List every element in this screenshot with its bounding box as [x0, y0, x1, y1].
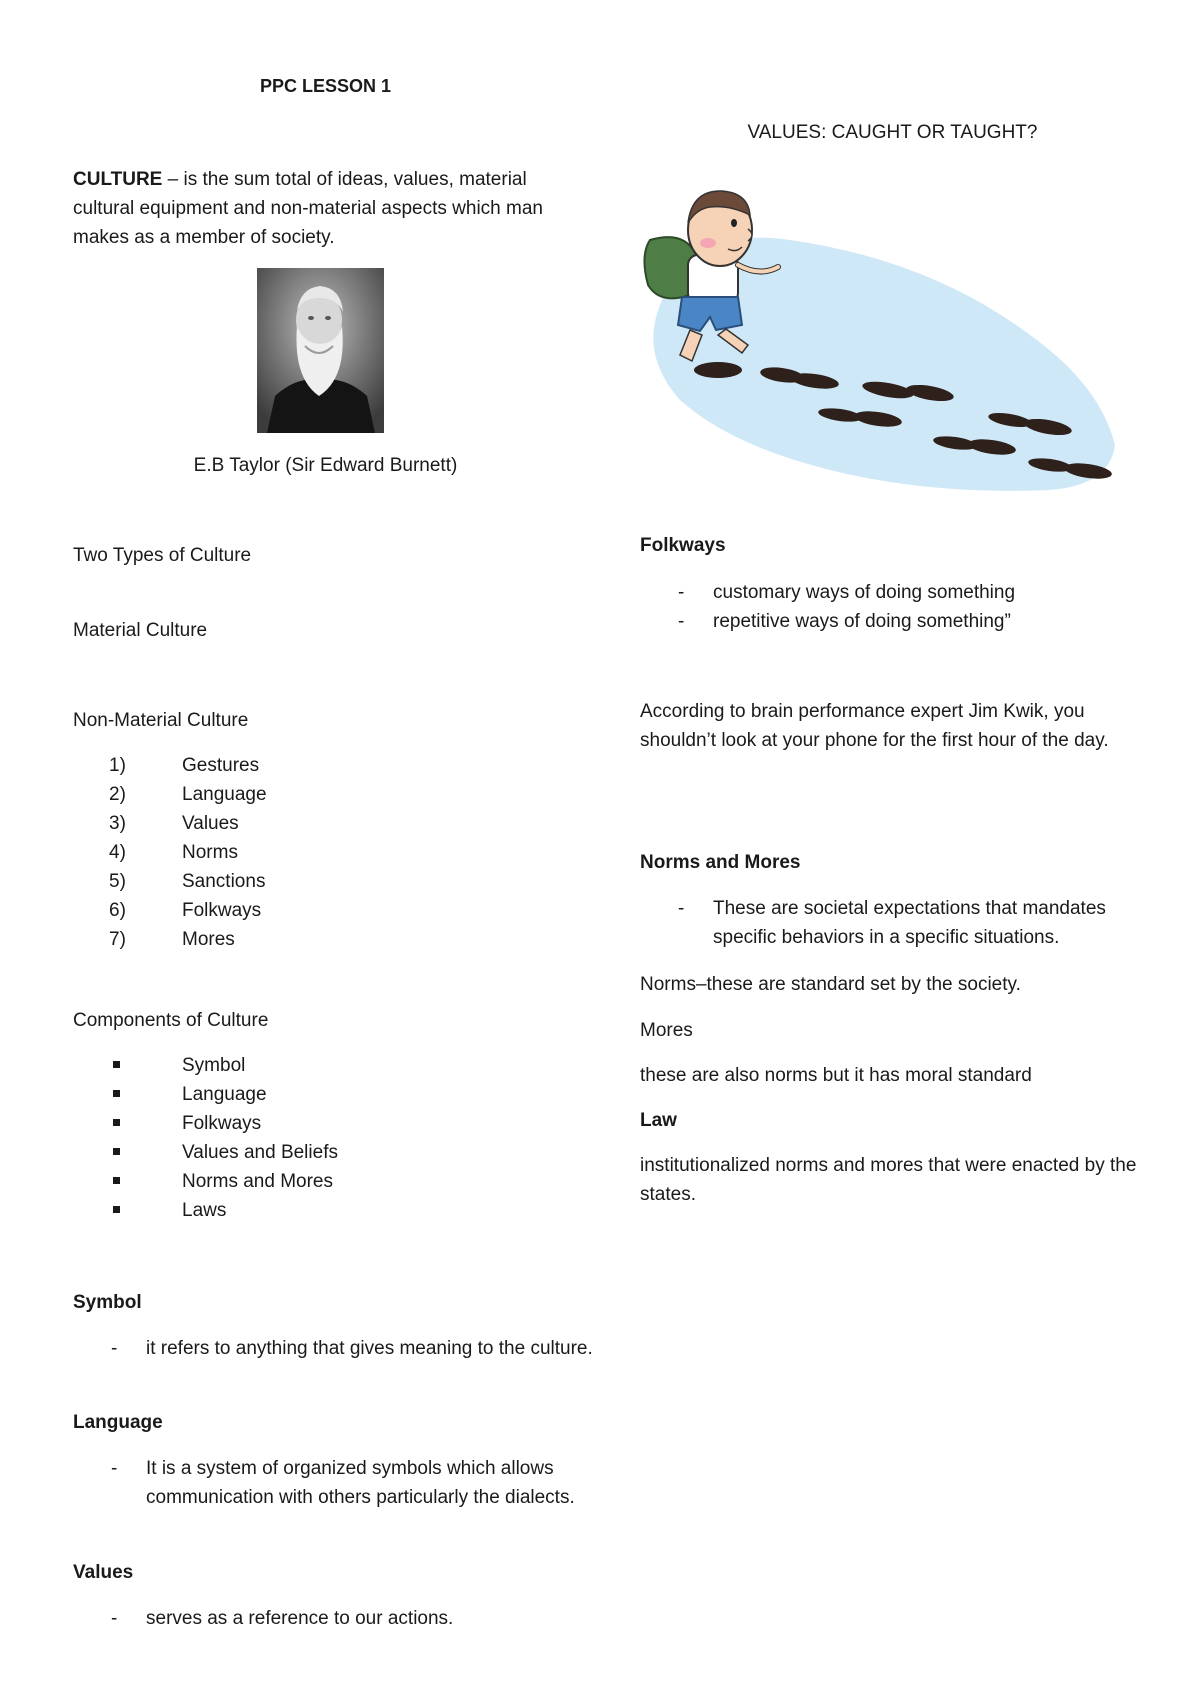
dash-marker: -	[678, 582, 685, 603]
culture-definition	[73, 165, 578, 252]
list-number: 3)	[109, 813, 126, 834]
symbol-definition-text: it refers to anything that gives meaning to the culture.	[146, 1338, 593, 1359]
values-definition	[73, 1604, 593, 1633]
two-types-heading: Two Types of Culture	[73, 545, 252, 566]
list-item-label: Folkways	[182, 900, 262, 921]
kwik-paragraph: According to brain performance expert Jim Kwik, you shouldn’t look at your phone for the first hour of the day.	[640, 701, 1109, 751]
folkways-item-text: customary ways of doing something	[713, 582, 1016, 603]
list-item-label: Values and Beliefs	[182, 1142, 338, 1163]
bullet-icon	[113, 1206, 120, 1213]
list-item-label: Values	[182, 813, 239, 834]
dash-marker: -	[111, 1338, 118, 1359]
bullet-icon	[113, 1090, 120, 1097]
values-definition-text: serves as a reference to our actions.	[146, 1608, 454, 1629]
list-item-label: Language	[182, 1084, 267, 1105]
culture-definition-text: – is the sum total of ideas, values, material cultural equipment and non-material aspects which man makes as a member of society.	[73, 169, 543, 248]
dash-marker: -	[111, 1608, 118, 1629]
non-material-culture-label: Non-Material Culture	[73, 710, 249, 731]
bullet-icon	[113, 1148, 120, 1155]
dash-marker: -	[678, 898, 685, 919]
culture-term: CULTURE	[73, 169, 163, 190]
law-heading: Law	[640, 1110, 677, 1131]
dash-marker: -	[111, 1458, 118, 1479]
bullet-icon	[113, 1177, 120, 1184]
norms-mores-heading: Norms and Mores	[640, 852, 801, 873]
dash-marker: -	[678, 611, 685, 632]
list-item-label: Sanctions	[182, 871, 266, 892]
list-item-label: Gestures	[182, 755, 260, 776]
list-number: 7)	[109, 929, 126, 950]
language-definition-text: It is a system of organized symbols which allows communication with others particularly the dialects.	[146, 1458, 575, 1508]
list-number: 4)	[109, 842, 126, 863]
lesson-title: PPC LESSON 1	[259, 76, 392, 96]
list-number: 5)	[109, 871, 126, 892]
folkways-item	[640, 607, 1160, 636]
values-heading: Values	[73, 1562, 134, 1583]
norms-line: Norms–these are standard set by the society.	[640, 974, 1021, 995]
list-item-label: Norms and Mores	[182, 1171, 333, 1192]
list-item-label: Symbol	[182, 1055, 246, 1076]
folkways-item	[640, 578, 1160, 607]
law-text: institutionalized norms and mores that were enacted by the states.	[640, 1155, 1137, 1205]
norms-mores-definition	[640, 894, 1160, 952]
portrait-caption: E.B Taylor (Sir Edward Burnett)	[193, 455, 458, 476]
bullet-icon	[113, 1061, 120, 1068]
mores-label: Mores	[640, 1020, 693, 1041]
list-item-label: Mores	[182, 929, 235, 950]
list-item-label: Language	[182, 784, 267, 805]
symbol-definition	[73, 1334, 593, 1363]
list-number: 1)	[109, 755, 126, 776]
list-number: 6)	[109, 900, 126, 921]
language-heading: Language	[73, 1412, 163, 1433]
folkways-heading: Folkways	[640, 535, 726, 556]
values-title: VALUES: CAUGHT OR TAUGHT?	[747, 122, 1038, 143]
list-number: 2)	[109, 784, 126, 805]
list-item-label: Laws	[182, 1200, 227, 1221]
components-heading: Components of Culture	[73, 1010, 269, 1031]
footsteps-illustration	[630, 185, 1120, 500]
mores-text: these are also norms but it has moral standard	[640, 1065, 1032, 1086]
list-item-label: Folkways	[182, 1113, 262, 1134]
portrait-image	[257, 268, 384, 433]
material-culture-label: Material Culture	[73, 620, 208, 641]
language-definition	[73, 1454, 593, 1512]
symbol-heading: Symbol	[73, 1292, 142, 1313]
bullet-icon	[113, 1119, 120, 1126]
list-item-label: Norms	[182, 842, 238, 863]
folkways-item-text: repetitive ways of doing something”	[713, 611, 1011, 632]
norms-mores-definition-text: These are societal expectations that mandates specific behaviors in a specific situations.	[713, 898, 1106, 948]
